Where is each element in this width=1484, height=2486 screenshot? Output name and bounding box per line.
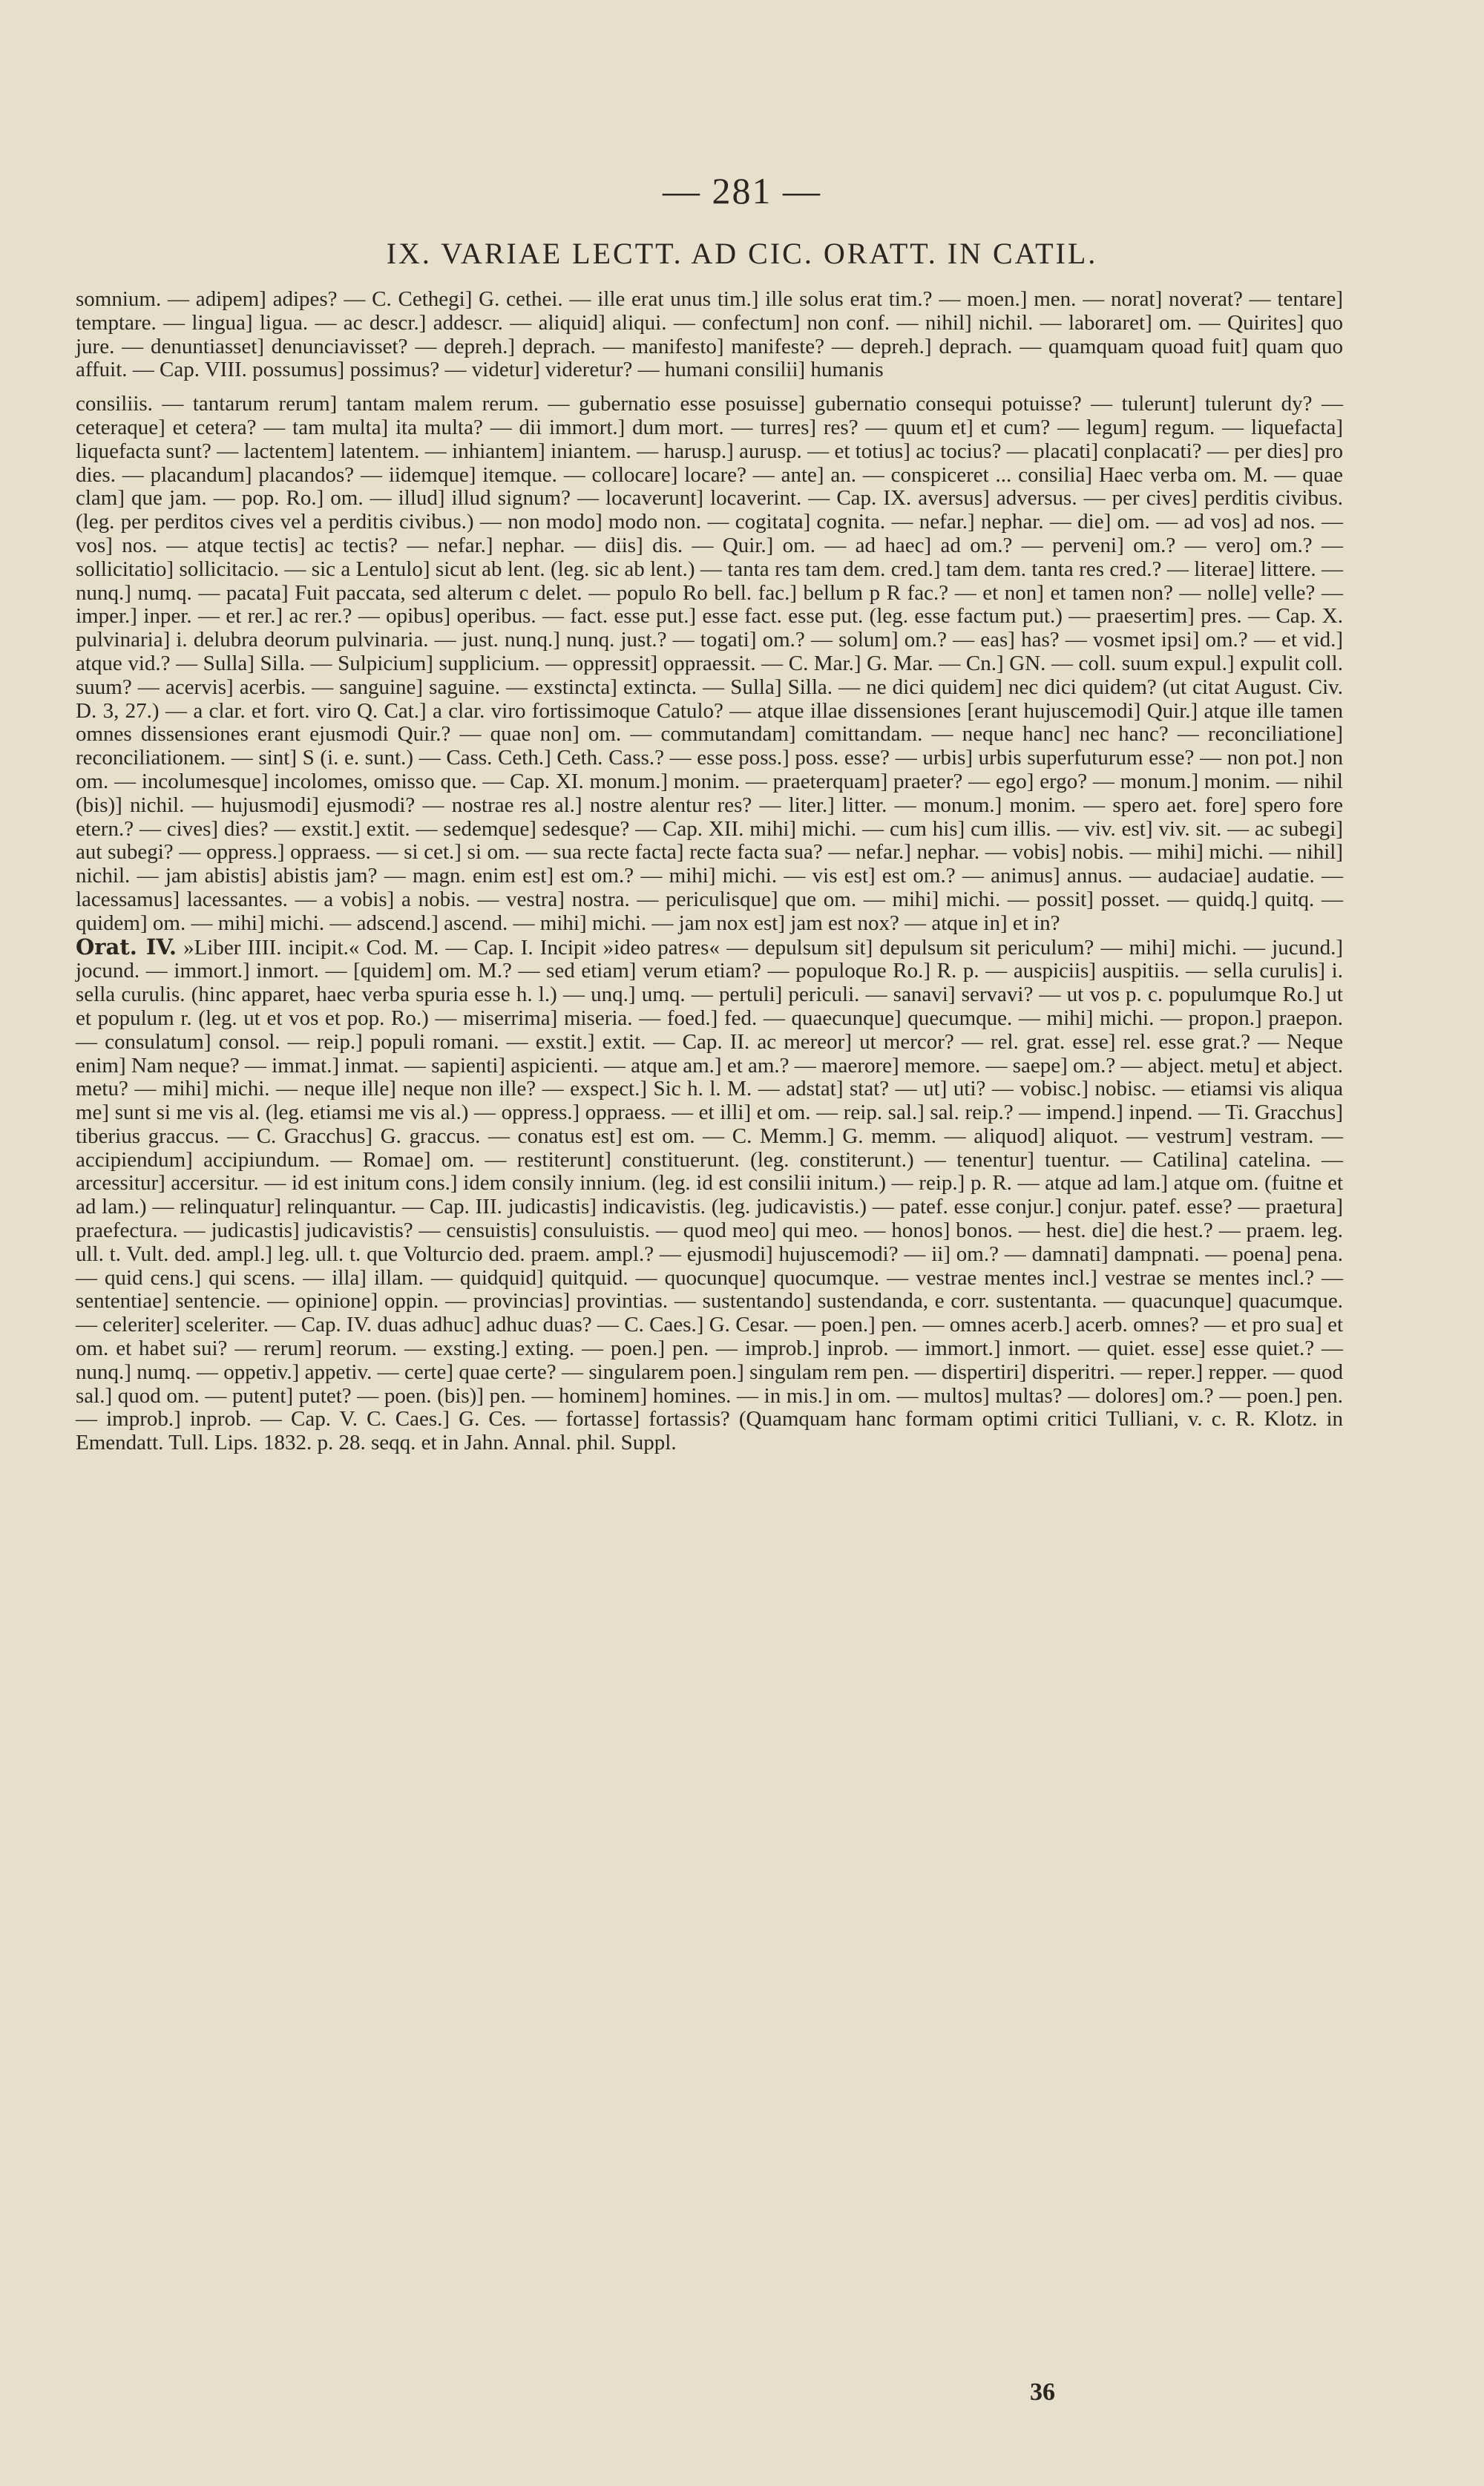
page-number: — 281 — <box>663 170 821 211</box>
paragraph-1: somnium. — adipem] adipes? — C. Cethegi] G. cethei. — ille erat unus tim.] ille solus erat tim.? — moen.] men. — norat] noverat? — tentare] temptare. — lingua] ligua. — ac descr.] addescr. — aliquid] aliqui. — confectum] non conf. — nihil] nichil. — laboraret] om. — Quirites] quo jure. — denuntiasset] denunciavisset? — depreh.] deprach. — manifesto] manifeste? — depreh.] deprach. — quamquam quoad fuit] quam quo affuit. — Cap. VIII. possumus] possimus? — videtur] videretur? — humani consilii] humanis <box>76 287 1343 382</box>
paragraph-3 <box>76 936 1343 1456</box>
paragraph-2: consiliis. — tantarum rerum] tantam malem rerum. — gubernatio esse posuisse] gubernatio consequi potuisse? — tulerunt] tulerunt dy? — ceteraque] et cetera? — tam multa] ita multa? — dii immort.] dum mort. — turres] res? — quum et] et cum? — legum] regum. — liquefacta] liquefacta sunt? — lactentem] latentem. — inhiantem] iniantem. — harusp.] aurusp. — et totius] ac tocius? — placati] conplacati? — per dies] pro dies. — placandum] placandos? — iidemque] itemque. — collocare] locare? — ante] an. — conspiceret ... consilia] Haec verba om. M. — quae clam] que jam. — pop. Ro.] om. — illud] illud signum? — locaverunt] locaverint. — Cap. IX. aversus] adversus. — per cives] perditis civibus. (leg. per perditos cives vel a perditis civibus.) — non modo] modo non. — cogitata] cognita. — nefar.] nephar. — die] om. — ad vos] ad nos. — vos] nos. — atque tectis] ac tectis? — nefar.] nephar. — diis] dis. — Quir.] om. — ad haec] ad om.? — perveni] om.? — vero] om.? — sollicitatio] sollicitacio. — sic a Lentulo] sicut ab lent. (leg. sic ab lent.) — tanta res tam dem. cred.] tam dem. tanta res cred.? — literae] littere. — nunq.] numq. — pacata] Fuit paccata, sed alterum c delet. — populo Ro bell. fac.] bellum p R fac.? — et non] et tamen non? — nolle] velle? — imper.] inper. — et rer.] ac rer.? — opibus] operibus. — fact. esse put.] esse fact. esse put. (leg. esse factum put.) — praesertim] pres. — Cap. X. pulvinaria] i. delubra deorum pulvinaria. — just. nunq.] nunq. just.? — togati] om.? — solum] om.? — eas] has? — vosmet ipsi] om.? — et vid.] atque vid.? — Sulla] Silla. — Sulpicium] supplicium. — oppressit] oppraessit. — C. Mar.] G. Mar. — Cn.] GN. — coll. suum expul.] expulit coll. suum? — acervis] acerbis. — sanguine] saguine. — exstincta] extincta. — Sulla] Silla. — ne dici quidem] nec dici quidem? (ut citat August. Civ. D. 3, 27.) — a clar. et fort. viro Q. Cat.] a clar. viro fortissimoque Catulo? — atque illae dissensiones [erant hujuscemodi] Quir.] atque ille tamen omnes dissensiones erant ejusmodi Quir.? — quae non] om. — commutandam] comittandam. — neque hanc] nec hanc? — reconciliatione] reconciliationem. — sint] S (i. e. sunt.) — Cass. Ceth.] Ceth. Cass.? — esse poss.] poss. esse? — urbis] urbis superfuturum esse? — non pot.] non om. — incolumesque] incolomes, omisso que. — Cap. XI. monum.] monim. — praeterquam] praeter? — ego] ergo? — monum.] monim. — nihil (bis)] nichil. — hujusmodi] ejusmodi? — nostrae res al.] nostre alentur res? — liter.] litter. — monum.] monim. — spero aet. fore] spero fore etern.? — cives] dies? — exstit.] extit. — sedemque] sedesque? — Cap. XII. mihi] michi. — cum his] cum illis. — viv. est] viv. sit. — ac subegi] aut subegi? — oppress.] oppraess. — si cet.] si om. — sua recte facta] recte facta sua? — nefar.] nephar. — vobis] nobis. — mihi] michi. — nihil] nichil. — jam abistis] abistis jam? — magn. enim est] est om.? — mihi] michi. — vis est] est om.? — animus] annus. — audaciae] audatie. — lacessamus] lacessantes. — a vobis] a nobis. — vestra] nostra. — periculisque] que om. — mihi] michi. — possit] posset. — quidq.] quitq. — quidem] om. — mihi] michi. — adscend.] ascend. — mihi] michi. — jam nox est] jam est nox? — atque in] et in? <box>76 392 1343 935</box>
section-title: IX. VARIAE LECTT. AD CIC. ORATT. IN CATIL. <box>386 237 1098 270</box>
signature-mark: 36 <box>1030 2378 1055 2406</box>
text-body <box>76 288 1343 1455</box>
paragraph-3-text: »Liber IIII. incipit.« Cod. M. — Cap. I. Incipit »ideo patres« — depulsum sit] depulsum sit periculum? — mihi] michi. — jucund.] jocund. — immort.] inmort. — [quidem] om. M.? — sed etiam] verum etiam? — populoque Ro.] R. p. — auspiciis] auspitiis. — sella curulis] i. sella curulis. (hinc apparet, haec verba spuria esse h. l.) — unq.] umq. — pertuli] periculi. — sanavi] servavi? — ut vos p. c. populumque Ro.] ut et populum r. (leg. ut et vos et pop. Ro.) — miserrima] miseria. — foed.] fed. — quaecunque] quecumque. — mihi] michi. — propon.] praepon. — consulatum] consol. — reip.] populi romani. — exstit.] extit. — Cap. II. ac mereor] ut mercor? — rel. grat. esse] rel. esse grat.? — Neque enim] Nam neque? — immat.] inmat. — sapienti] aspicienti. — atque am.] et am.? — maerore] memore. — saepe] om.? — abject. metu] et abject. metu? — mihi] michi. — neque ille] neque non ille? — exspect.] Sic h. l. M. — adstat] stat? — ut] uti? — vobisc.] nobisc. — etiamsi vis aliqua me] sunt si me vis al. (leg. etiamsi me vis al.) — oppress.] oppraess. — et illi] et om. — reip. sal.] sal. reip.? — impend.] inpend. — Ti. Gracchus] tiberius graccus. — C. Gracchus] G. graccus. — conatus est] est om. — C. Memm.] G. memm. — aliquod] aliquot. — vestrum] vestram. — accipiendum] accipiundum. — Romae] om. — restiterunt] constituerunt. (leg. constiterunt.) — tenentur] tuentur. — Catilina] catelina. — arcessitur] accersitur. — id est initum cons.] idem consily innium. (leg. id est consilii initum.) — reip.] p. R. — atque ad lam.] atque om. (fuitne et ad lam.) — relinquatur] relinquantur. — Cap. III. judicastis] indicavistis. (leg. judicavistis.) — patef. esse conjur.] conjur. patef. esse? — praetura] praefectura. — judicastis] judicavistis? — censuistis] consuluistis. — quod meo] qui meo. — honos] bonos. — hest. die] die hest.? — praem. leg. ull. t. Vult. ded. ampl.] leg. ull. t. que Volturcio ded. praem. ampl.? — ejusmodi] hujuscemodi? — ii] om.? — damnati] dampnati. — poena] pena. — quid cens.] qui scens. — illa] illam. — quidquid] quitquid. — quocunque] quocumque. — vestrae mentes incl.] vestrae se mentes incl.? — sententiae] sentencie. — opinione] oppin. — provincias] provintias. — sustentando] sustendanda, e corr. sustentanta. — quacunque] quacumque. — celeriter] sceleriter. — Cap. IV. duas adhuc] adhuc duas? — C. Caes.] G. Cesar. — poen.] pen. — omnes acerb.] acerb. omnes? — et pro sua] et om. et habet sui? — rerum] reorum. — exsting.] exting. — poen.] pen. — improb.] inprob. — immort.] inmort. — quiet. esse] esse quiet.? — nunq.] numq. — oppetiv.] appetiv. — certe] quae certe? — singularem poen.] singulam rem pen. — dispertiri] disperitri. — reper.] repper. — quod sal.] quod om. — putent] putet? — poen. (bis)] pen. — hominem] homines. — in mis.] in om. — multos] multas? — dolores] om.? — poen.] pen. — improb.] inprob. — Cap. V. C. Caes.] G. Ces. — fortasse] fortassis? (Quamquam hanc formam optimi critici Tulliani, v. c. R. Klotz. in Emendatt. Tull. Lips. 1832. p. 28. seqq. et in Jahn. Annal. phil. Suppl. <box>76 935 1344 1455</box>
oration-heading: Orat. IV. <box>76 934 177 960</box>
